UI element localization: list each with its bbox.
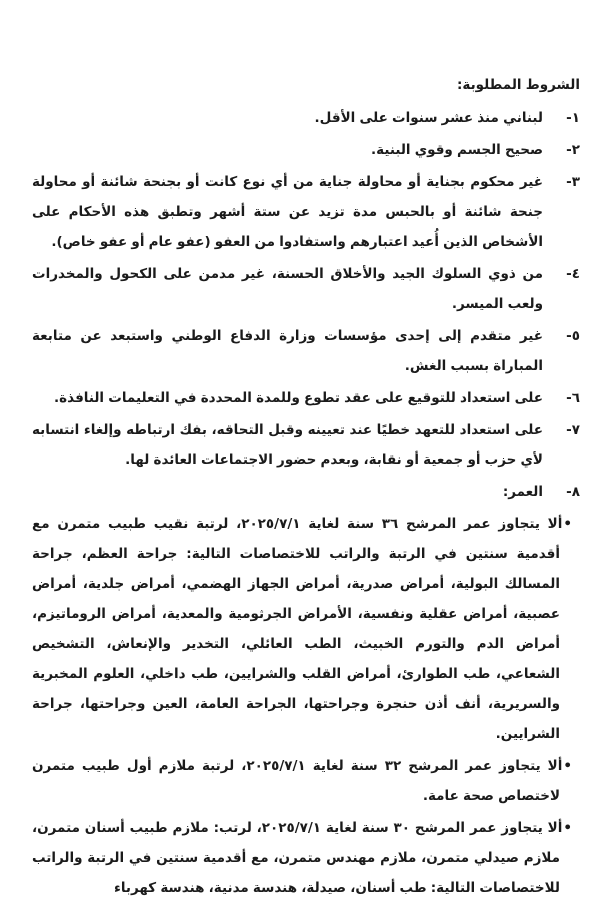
bullet-icon: • [563, 516, 573, 532]
list-item-5 [32, 321, 580, 381]
item-text: صحيح الجسم وقوي البنية. [371, 142, 543, 158]
bullet-item-age-30 [32, 813, 580, 903]
item-number: ٧- [566, 422, 580, 438]
item-number: ٥- [566, 328, 580, 344]
item-text: من ذوي السلوك الجيد والأخلاق الحسنة، غير مدمن على الكحول والمخدرات ولعب الميسر. [32, 266, 543, 312]
bullet-icon: • [563, 758, 572, 774]
list-item-8-age [32, 477, 580, 507]
bullet-text: ألا يتجاوز عمر المرشح ٣٠ سنة لغاية ٢٠٢٥/٧/١، لرتب: ملازم طبيب أسنان متمرن، ملازم صيدلي متمرن، ملازم مهندس متمرن، مع أقدمية سنتين في الرتبة والراتب للاختصاصات التالية: طب أسنان، صيدلة، هندسة مدنية، هندسة كهرباء [32, 820, 563, 896]
item-text: لبناني منذ عشر سنوات على الأقل. [314, 110, 543, 126]
item-text: غير متقدم إلى إحدى مؤسسات وزارة الدفاع الوطني واستبعد عن متابعة المباراة بسبب الغش. [32, 328, 543, 374]
list-item-2 [32, 135, 580, 165]
item-number: ١- [566, 110, 580, 126]
item-text: العمر: [502, 484, 543, 500]
item-number: ٣- [566, 174, 580, 190]
list-item-4 [32, 259, 580, 319]
item-text: على استعداد للتوقيع على عقد تطوع وللمدة المحددة في التعليمات النافذة. [54, 390, 543, 406]
bullet-text: ألا يتجاوز عمر المرشح ٣٦ سنة لغاية ٢٠٢٥/٧/١، لرتبة نقيب طبيب متمرن مع أقدمية سنتين في الرتبة والراتب للاختصاصات التالية: جراحة العظم، جراحة المسالك البولية، أمراض صدرية، أمراض الجهاز الهضمي، أمراض جلدية، أمراض عصبية، أمراض عقلية ونفسية، الأمراض الجرثومية والمعدية، أمراض الروماتيزم، أمراض الدم والتورم الخبيث، الطب العائلي، التخدير والإنعاش، التشخيص الشعاعي، طب الطوارئ، أمراض القلب والشرايين، طب داخلي، العلوم المخبرية والسريرية، أنف أذن حنجرة وجراحتها، الجراحة العامة، العين وجراحتها، جراحة الشرايين. [32, 516, 563, 742]
bullet-item-age-32 [32, 751, 580, 811]
item-number: ٤- [566, 266, 580, 282]
section-title: الشروط المطلوبة: [457, 77, 580, 93]
bullet-text: ألا يتجاوز عمر المرشح ٣٢ سنة لغاية ٢٠٢٥/٧/١، لرتبة ملازم أول طبيب متمرن لاختصاص صحة عامة. [32, 758, 563, 804]
item-text: غير محكوم بجناية أو محاولة جناية من أي نوع كانت أو بجنحة شائنة أو محاولة جنحة شائنة أو بالحبس مدة تزيد عن ستة أشهر وتطبق هذه الأحكام على الأشخاص الذين أُعيد اعتبارهم واستفادوا من العفو (عفو عام أو عفو خاص). [32, 174, 543, 250]
bullet-item-age-36 [32, 509, 580, 749]
item-number: ٨- [566, 484, 580, 500]
list-item-7 [32, 415, 580, 475]
bullet-icon: • [563, 820, 572, 836]
list-item-1 [32, 103, 580, 133]
list-item-3 [32, 167, 580, 257]
item-text: على استعداد للتعهد خطيًا عند تعيينه وقبل التحاقه، بفك ارتباطه وإلغاء انتسابه لأي حزب أو جمعية أو نقابة، وبعدم حضور الاجتماعات العائدة لها. [32, 422, 543, 468]
item-number: ٦- [566, 390, 580, 406]
list-item-6 [32, 383, 580, 413]
age-bullet-list [32, 509, 580, 903]
item-number: ٢- [566, 142, 580, 158]
numbered-list [32, 103, 580, 507]
